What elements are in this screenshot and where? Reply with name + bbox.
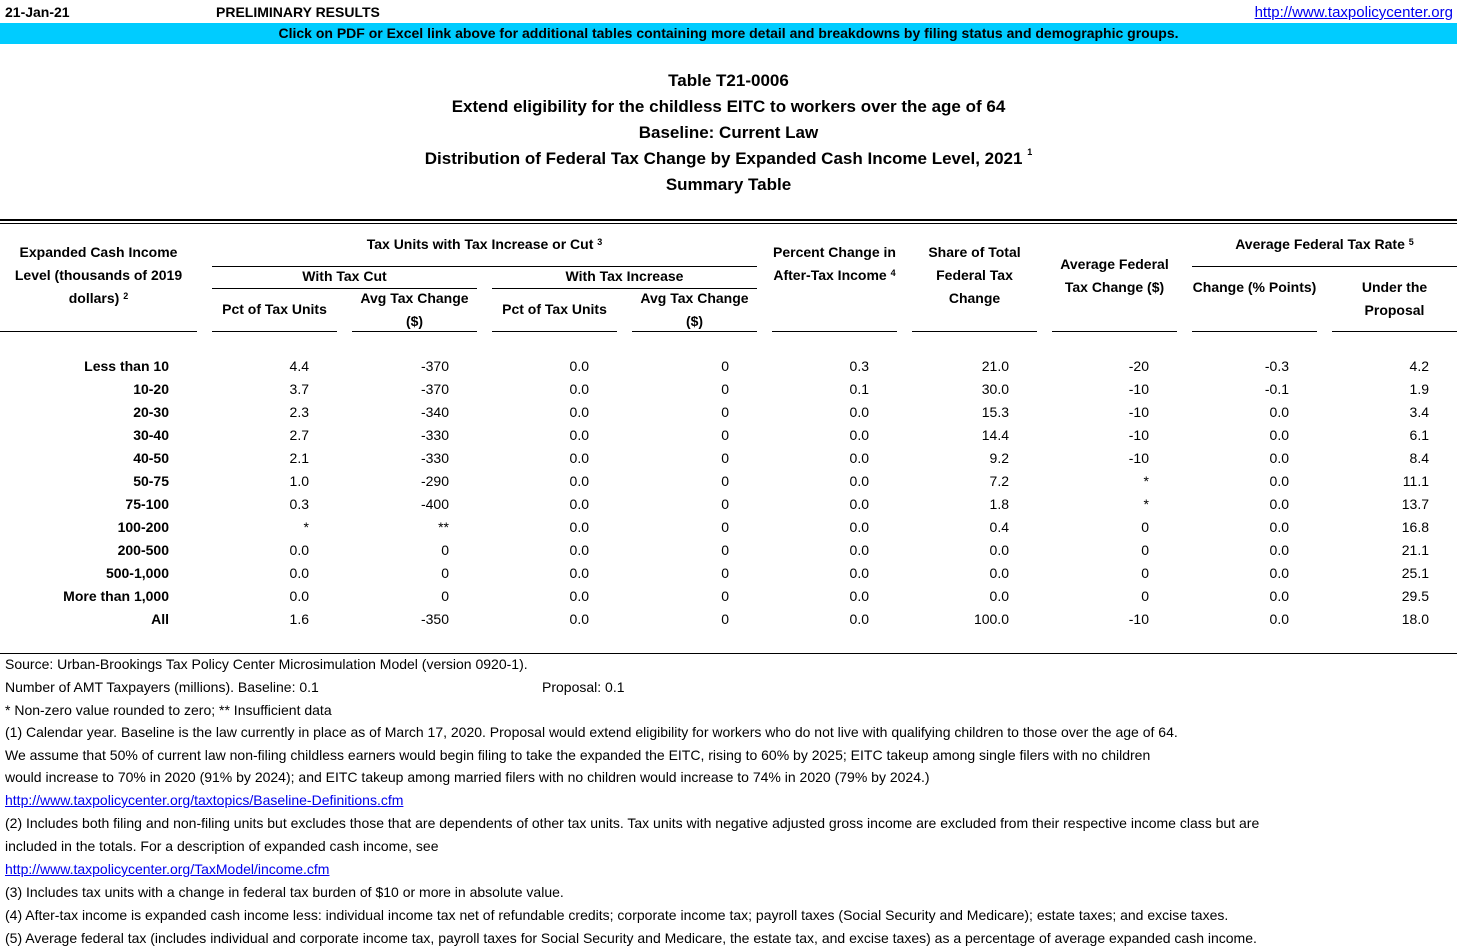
cell-inc-avg-change: 0 <box>721 519 729 535</box>
cell-inc-avg-change: 0 <box>721 450 729 466</box>
cell-inc-pct-units: 0.0 <box>569 565 589 581</box>
cell-inc-avg-change: 0 <box>721 404 729 420</box>
header-change-points: Change (% Points) <box>1192 279 1317 295</box>
cell-inc-pct-units: 0.0 <box>569 473 589 489</box>
cell-inc-pct-units: 0.0 <box>569 381 589 397</box>
cell-cut-avg-change: 0 <box>441 542 449 558</box>
cell-pct-change-after-tax: 0.0 <box>849 588 869 604</box>
cell-pct-change-after-tax: 0.1 <box>849 381 869 397</box>
cell-inc-avg-change: 0 <box>721 565 729 581</box>
header-avg-rate-text: Average Federal Tax Rate <box>1235 236 1405 252</box>
cell-avg-federal-change: 0 <box>1141 588 1149 604</box>
cell-cut-avg-change: 0 <box>441 588 449 604</box>
cell-avg-federal-change: * <box>1143 473 1149 489</box>
cell-cut-pct-units: 0.0 <box>289 542 309 558</box>
row-label: 20-30 <box>133 404 169 420</box>
cell-rate-change-points: 0.0 <box>1269 450 1289 466</box>
cell-rate-change-points: 0.0 <box>1269 565 1289 581</box>
row-label: 500-1,000 <box>105 565 169 581</box>
cell-cut-pct-units: 1.0 <box>289 473 309 489</box>
footnote-1-cont: We assume that 50% of current law non-filing childless earners would begin filing to take the expanded the EITC, rising to 60% by 2025; EITC takeup among single filers with no children <box>5 747 1151 763</box>
baseline-definitions-link[interactable]: http://www.taxpolicycenter.org/taxtopics/Baseline-Definitions.cfm <box>5 792 404 808</box>
cell-pct-change-after-tax: 0.0 <box>849 542 869 558</box>
footnote-2: (2) Includes both filing and non-filing units but excludes those that are dependents of other tax units. Tax units with negative adjusted gross income are excluded from their respective income class but are <box>5 815 1260 831</box>
table-id: Table T21-0006 <box>668 71 789 90</box>
cell-inc-avg-change: 0 <box>721 381 729 397</box>
cell-share-total: 21.0 <box>981 358 1009 374</box>
row-label: 40-50 <box>133 450 169 466</box>
cell-share-total: 0.0 <box>989 588 1009 604</box>
header-income-level <box>0 241 197 310</box>
group-rule <box>1192 266 1457 267</box>
cell-rate-change-points: 0.0 <box>1269 404 1289 420</box>
cell-cut-pct-units: 4.4 <box>289 358 309 374</box>
cell-cut-avg-change: -350 <box>420 611 449 627</box>
cell-cut-pct-units: 0.0 <box>289 565 309 581</box>
cell-rate-under-proposal: 8.4 <box>1409 450 1429 466</box>
cell-cut-pct-units: 0.3 <box>289 496 309 512</box>
summary-title: Summary Table <box>665 175 792 194</box>
footnote-ref: 1 <box>1027 147 1033 157</box>
footnote-ref: 5 <box>1408 237 1414 247</box>
cell-pct-change-after-tax: 0.0 <box>849 565 869 581</box>
row-label: All <box>151 611 169 627</box>
cell-rate-under-proposal: 25.1 <box>1401 565 1429 581</box>
cell-share-total: 9.2 <box>989 450 1009 466</box>
footnote-1: (1) Calendar year. Baseline is the law currently in place as of March 17, 2020. Proposal would extend eligibility for workers who do not live with qualifying children to those over the age of 64. <box>5 724 1178 740</box>
distribution-text: Distribution of Federal Tax Change by Expanded Cash Income Level, 2021 <box>424 149 1023 168</box>
footnote-ref: 3 <box>597 237 603 247</box>
cell-rate-change-points: 0.0 <box>1269 588 1289 604</box>
cell-inc-pct-units: 0.0 <box>569 496 589 512</box>
header-tax-units-group-text: Tax Units with Tax Increase or Cut <box>366 236 594 252</box>
cell-inc-pct-units: 0.0 <box>569 611 589 627</box>
col-underline <box>212 331 337 332</box>
status-label: PRELIMINARY RESULTS <box>216 4 380 20</box>
cell-rate-change-points: -0.3 <box>1264 358 1289 374</box>
double-rule-top <box>0 219 1457 221</box>
cell-cut-avg-change: -330 <box>420 450 449 466</box>
cell-pct-change-after-tax: 0.0 <box>849 450 869 466</box>
cell-rate-under-proposal: 11.1 <box>1402 473 1429 489</box>
header-tax-units-group <box>212 233 757 256</box>
cell-cut-pct-units: 2.3 <box>289 404 309 420</box>
header-pct-change-text: Percent Change in After-Tax Income <box>773 244 896 283</box>
footnote-5: (5) Average federal tax (includes individual and corporate income tax, payroll taxes for Social Security and Medicare, the estate tax, and excise taxes) as a percentage of average expanded cash income. <box>5 930 1257 946</box>
cell-share-total: 30.0 <box>981 381 1009 397</box>
row-label: 30-40 <box>133 427 169 443</box>
cell-avg-federal-change: -10 <box>1128 381 1149 397</box>
cell-avg-federal-change: -10 <box>1128 450 1149 466</box>
cell-rate-change-points: 0.0 <box>1269 611 1289 627</box>
cell-inc-pct-units: 0.0 <box>569 588 589 604</box>
cell-share-total: 0.0 <box>989 542 1009 558</box>
cell-inc-avg-change: 0 <box>721 473 729 489</box>
footnote-4: (4) After-tax income is expanded cash income less: individual income tax net of refundable credits; corporate income tax; payroll taxes (Social Security and Medicare); estate taxes; and excise taxes. <box>5 907 1229 923</box>
footnote-ref: 4 <box>890 268 896 278</box>
cell-avg-federal-change: -10 <box>1128 427 1149 443</box>
asterisk-note: * Non-zero value rounded to zero; ** Insufficient data <box>5 702 332 718</box>
cell-inc-pct-units: 0.0 <box>569 404 589 420</box>
cell-pct-change-after-tax: 0.0 <box>849 496 869 512</box>
cell-avg-federal-change: -10 <box>1128 611 1149 627</box>
cell-rate-under-proposal: 4.2 <box>1409 358 1429 374</box>
col-underline <box>912 331 1037 332</box>
cell-pct-change-after-tax: 0.0 <box>849 404 869 420</box>
proposal-title: Extend eligibility for the childless EITC to workers over the age of 64 <box>451 97 1006 116</box>
banner-text: Click on PDF or Excel link above for additional tables containing more detail and breakdowns by filing status and demographic groups. <box>278 25 1179 41</box>
cell-rate-under-proposal: 3.4 <box>1409 404 1429 420</box>
amt-note: Number of AMT Taxpayers (millions). Baseline: 0.1 <box>5 679 319 695</box>
header-inc-pct-units: Pct of Tax Units <box>502 301 607 317</box>
distribution-title <box>0 149 1457 169</box>
row-label: 75-100 <box>125 496 169 512</box>
cell-rate-change-points: 0.0 <box>1269 427 1289 443</box>
cell-avg-federal-change: 0 <box>1141 519 1149 535</box>
header-avg-rate-group <box>1192 233 1457 256</box>
col-underline <box>1192 331 1317 332</box>
col-underline <box>352 331 477 332</box>
source-note: Source: Urban-Brookings Tax Policy Center Microsimulation Model (version 0920-1). <box>5 656 528 672</box>
cell-pct-change-after-tax: 0.0 <box>849 427 869 443</box>
cell-cut-avg-change: -340 <box>420 404 449 420</box>
cell-rate-under-proposal: 1.9 <box>1409 381 1429 397</box>
col-underline <box>1332 331 1457 332</box>
cell-share-total: 100.0 <box>973 611 1009 627</box>
cell-cut-pct-units: 2.7 <box>289 427 309 443</box>
cell-rate-change-points: -0.1 <box>1264 381 1289 397</box>
baseline-title: Baseline: Current Law <box>638 123 819 142</box>
header-pct-change-after-tax <box>772 241 897 287</box>
cell-inc-avg-change: 0 <box>721 358 729 374</box>
cell-share-total: 14.4 <box>981 427 1009 443</box>
header-income-level-text: Expanded Cash Income Level (thousands of 2019 dollars) <box>14 244 183 306</box>
double-rule-bottom <box>0 223 1457 224</box>
cell-cut-avg-change: -400 <box>420 496 449 512</box>
cell-avg-federal-change: -20 <box>1128 358 1149 374</box>
cell-rate-under-proposal: 16.8 <box>1401 519 1429 535</box>
income-definition-link[interactable]: http://www.taxpolicycenter.org/TaxModel/income.cfm <box>5 861 330 877</box>
cell-pct-change-after-tax: 0.0 <box>849 611 869 627</box>
cell-rate-under-proposal: 6.1 <box>1409 427 1429 443</box>
cell-inc-pct-units: 0.0 <box>569 519 589 535</box>
cell-inc-avg-change: 0 <box>721 427 729 443</box>
header-inc-avg-change: Avg Tax Change ($) <box>640 290 749 329</box>
row-label: Less than 10 <box>84 358 169 374</box>
cell-avg-federal-change: * <box>1143 496 1149 512</box>
cell-inc-pct-units: 0.0 <box>569 450 589 466</box>
cell-cut-avg-change: -330 <box>420 427 449 443</box>
footnote-1-cont2: would increase to 70% in 2020 (91% by 2024); and EITC takeup among married filers with no children would increase to 74% in 2020 (79% by 2024.) <box>5 769 930 785</box>
cell-avg-federal-change: -10 <box>1128 404 1149 420</box>
cell-inc-avg-change: 0 <box>721 611 729 627</box>
cell-avg-federal-change: 0 <box>1141 565 1149 581</box>
header-under-proposal: Under the Proposal <box>1361 279 1428 318</box>
report-date: 21-Jan-21 <box>5 4 70 20</box>
footnote-ref: 2 <box>123 291 129 301</box>
cell-cut-avg-change: -370 <box>420 358 449 374</box>
footnote-2-cont: included in the totals. For a description of expanded cash income, see <box>5 838 439 854</box>
cell-rate-under-proposal: 29.5 <box>1401 588 1429 604</box>
cell-inc-avg-change: 0 <box>721 496 729 512</box>
footnote-3: (3) Includes tax units with a change in federal tax burden of $10 or more in absolute value. <box>5 884 564 900</box>
col-underline <box>632 331 757 332</box>
col-underline <box>0 331 197 332</box>
row-label: 50-75 <box>133 473 169 489</box>
cell-rate-change-points: 0.0 <box>1269 496 1289 512</box>
cell-rate-change-points: 0.0 <box>1269 519 1289 535</box>
row-label: 10-20 <box>133 381 169 397</box>
cell-cut-pct-units: 3.7 <box>289 381 309 397</box>
cell-cut-pct-units: * <box>303 519 309 535</box>
cell-cut-pct-units: 1.6 <box>289 611 309 627</box>
cell-inc-pct-units: 0.0 <box>569 542 589 558</box>
col-underline <box>772 331 897 332</box>
cell-share-total: 15.3 <box>981 404 1009 420</box>
cell-cut-pct-units: 2.1 <box>289 450 309 466</box>
cell-pct-change-after-tax: 0.0 <box>849 519 869 535</box>
cell-rate-under-proposal: 18.0 <box>1401 611 1429 627</box>
cell-rate-under-proposal: 21.1 <box>1401 542 1429 558</box>
cell-inc-avg-change: 0 <box>721 588 729 604</box>
cell-rate-change-points: 0.0 <box>1269 473 1289 489</box>
cell-inc-avg-change: 0 <box>721 542 729 558</box>
cell-rate-under-proposal: 13.7 <box>1401 496 1429 512</box>
cell-cut-avg-change: -370 <box>420 381 449 397</box>
header-with-tax-cut: With Tax Cut <box>302 268 387 284</box>
header-cut-pct-units: Pct of Tax Units <box>222 301 327 317</box>
cell-cut-avg-change: 0 <box>441 565 449 581</box>
col-underline <box>492 331 617 332</box>
cell-share-total: 0.4 <box>989 519 1009 535</box>
cell-avg-federal-change: 0 <box>1141 542 1149 558</box>
row-label: 100-200 <box>117 519 169 535</box>
row-label: More than 1,000 <box>63 588 169 604</box>
cell-rate-change-points: 0.0 <box>1269 542 1289 558</box>
amt-proposal-note: Proposal: 0.1 <box>542 679 625 695</box>
header-cut-avg-change: Avg Tax Change ($) <box>360 290 469 329</box>
cell-cut-pct-units: 0.0 <box>289 588 309 604</box>
cell-cut-avg-change: ** <box>438 519 449 535</box>
cell-cut-avg-change: -290 <box>420 473 449 489</box>
cell-pct-change-after-tax: 0.0 <box>849 473 869 489</box>
col-underline <box>1052 331 1177 332</box>
cell-inc-pct-units: 0.0 <box>569 358 589 374</box>
row-label: 200-500 <box>117 542 169 558</box>
cell-inc-pct-units: 0.0 <box>569 427 589 443</box>
cell-share-total: 7.2 <box>989 473 1009 489</box>
header-share-total: Share of Total Federal Tax Change <box>928 244 1021 306</box>
header-with-tax-increase: With Tax Increase <box>565 268 684 284</box>
site-link[interactable]: http://www.taxpolicycenter.org <box>1254 4 1453 21</box>
cell-share-total: 1.8 <box>989 496 1009 512</box>
cell-pct-change-after-tax: 0.3 <box>849 358 869 374</box>
header-avg-federal-change: Average Federal Tax Change ($) <box>1060 256 1169 295</box>
cell-share-total: 0.0 <box>989 565 1009 581</box>
